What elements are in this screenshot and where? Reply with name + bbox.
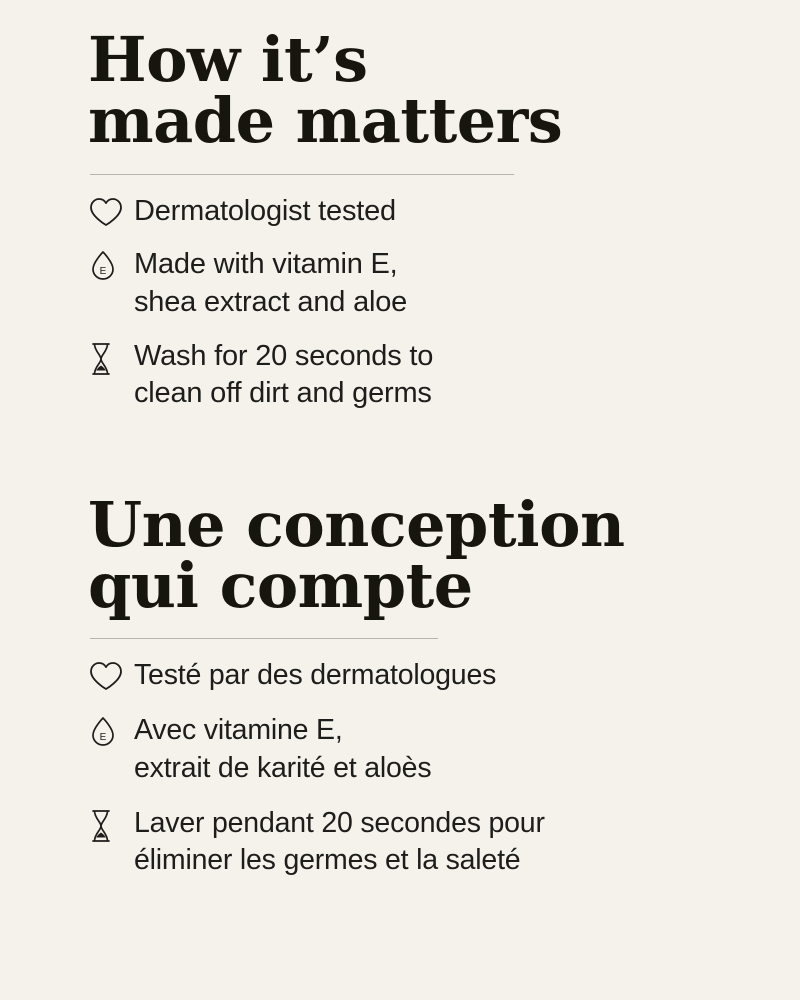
vitamin-e-droplet-icon (88, 246, 134, 283)
list-item (88, 246, 740, 321)
claims-list-french (88, 657, 740, 878)
claim-line: Testé par des dermatologues (134, 659, 497, 692)
heart-outline-icon (88, 193, 134, 228)
heart-outline-icon (88, 657, 134, 692)
list-item (88, 657, 740, 694)
claim-line: clean off dirt and germs (134, 377, 432, 410)
droplet-letter: E (99, 732, 107, 744)
headline-line: How it’s (88, 23, 368, 96)
section-french (88, 487, 740, 879)
claims-list-english (88, 193, 740, 413)
list-item-label (134, 712, 431, 786)
claim-line: extrait de karité et aloès (134, 751, 432, 784)
headline-line: qui compte (88, 548, 473, 622)
page-title-english (88, 23, 740, 157)
claim-line: éliminer les germes et la saleté (134, 843, 521, 876)
page-title-french (88, 487, 740, 622)
list-item-label (134, 193, 396, 231)
claim-line: Dermatologist tested (134, 194, 396, 227)
claim-line: Laver pendant 20 secondes pour (134, 806, 545, 839)
list-item (88, 338, 740, 413)
headline-line: Une conception (88, 487, 625, 561)
claim-line: shea extract and aloe (134, 285, 408, 318)
list-item (88, 193, 740, 231)
claim-line: Avec vitamine E, (134, 714, 343, 747)
claim-line: Made with vitamin E, (134, 248, 398, 281)
hourglass-icon (88, 338, 134, 377)
droplet-letter: E (99, 266, 107, 278)
section-english (88, 23, 740, 413)
list-item-label (134, 246, 407, 321)
list-item (88, 805, 740, 879)
hourglass-icon (88, 805, 134, 844)
divider (90, 638, 438, 639)
divider (90, 174, 514, 175)
list-item-label (134, 657, 496, 694)
claim-line: Wash for 20 seconds to (134, 339, 434, 372)
headline-line: made matters (88, 83, 563, 157)
list-item (88, 712, 740, 786)
list-item-label (134, 338, 433, 413)
vitamin-e-droplet-icon (88, 712, 134, 749)
list-item-label (134, 805, 545, 879)
